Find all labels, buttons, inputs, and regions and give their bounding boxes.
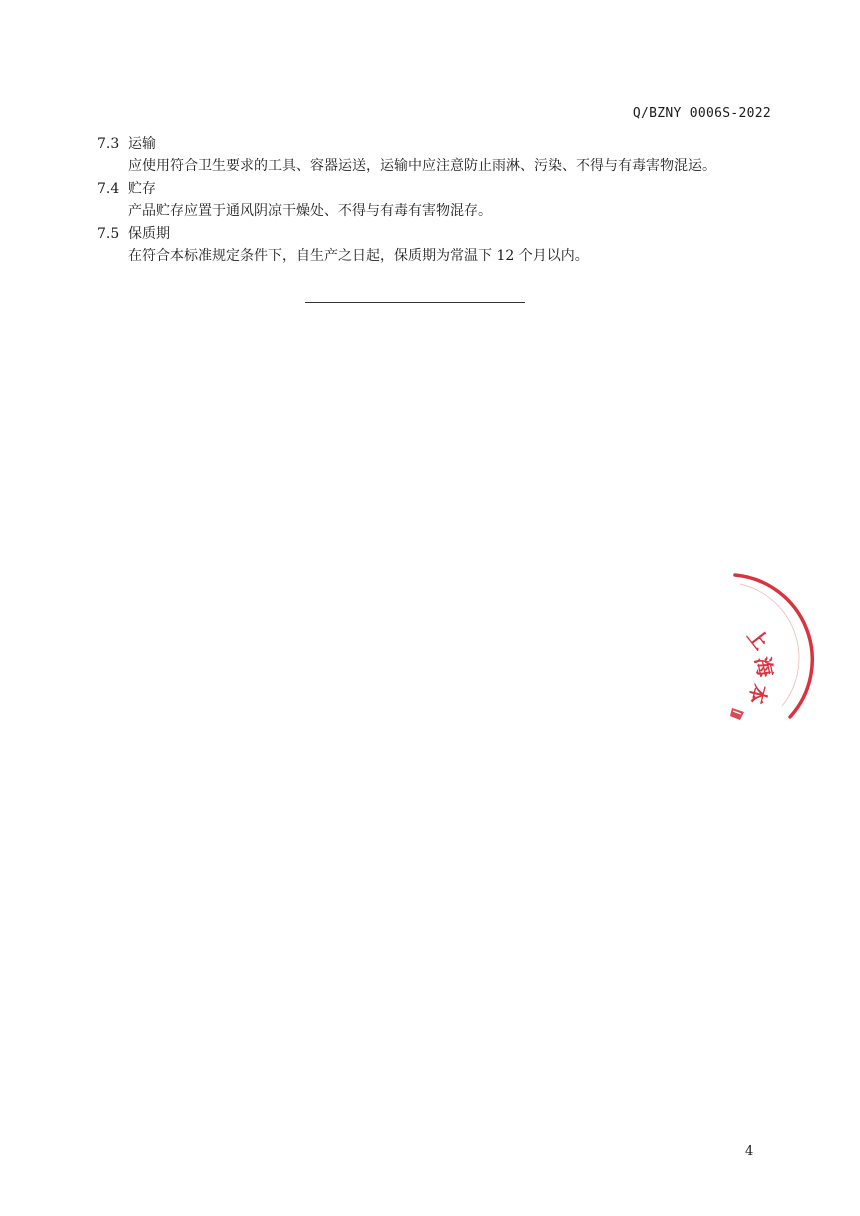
section-heading bbox=[97, 133, 777, 155]
section-title: 贮存 bbox=[128, 181, 156, 197]
section-number: 7.5 bbox=[97, 226, 120, 242]
section-body: 应使用符合卫生要求的工具、容器运送，运输中应注意防止雨淋、污染、不得与有毒害物混运。 bbox=[128, 158, 716, 174]
seal-cut-char bbox=[730, 708, 744, 720]
seal-char: 本 bbox=[743, 681, 773, 707]
document-code: Q/BZNY 0006S-2022 bbox=[632, 106, 771, 121]
section-number: 7.3 bbox=[97, 136, 120, 152]
section-body: 在符合本标准规定条件下，自生产之日起，保质期为常温下 12 个月以内。 bbox=[128, 248, 589, 264]
seal-lettering bbox=[742, 624, 778, 707]
section-title: 运输 bbox=[128, 136, 156, 152]
seal-char: 海 bbox=[750, 654, 778, 680]
section-shelf-life bbox=[97, 223, 777, 267]
section-title: 保质期 bbox=[128, 226, 170, 242]
section-heading bbox=[97, 178, 777, 200]
page-number: 4 bbox=[745, 1144, 754, 1159]
section-transport bbox=[97, 133, 777, 177]
end-of-text-rule bbox=[305, 302, 525, 303]
section-body: 产品贮存应置于通风阴凉干燥处、不得与有毒有害物混存。 bbox=[128, 203, 492, 219]
company-seal-stamp bbox=[640, 560, 820, 740]
section-number: 7.4 bbox=[97, 181, 120, 197]
section-heading bbox=[97, 223, 777, 245]
section-storage bbox=[97, 178, 777, 222]
seal-char: 上 bbox=[742, 623, 774, 655]
